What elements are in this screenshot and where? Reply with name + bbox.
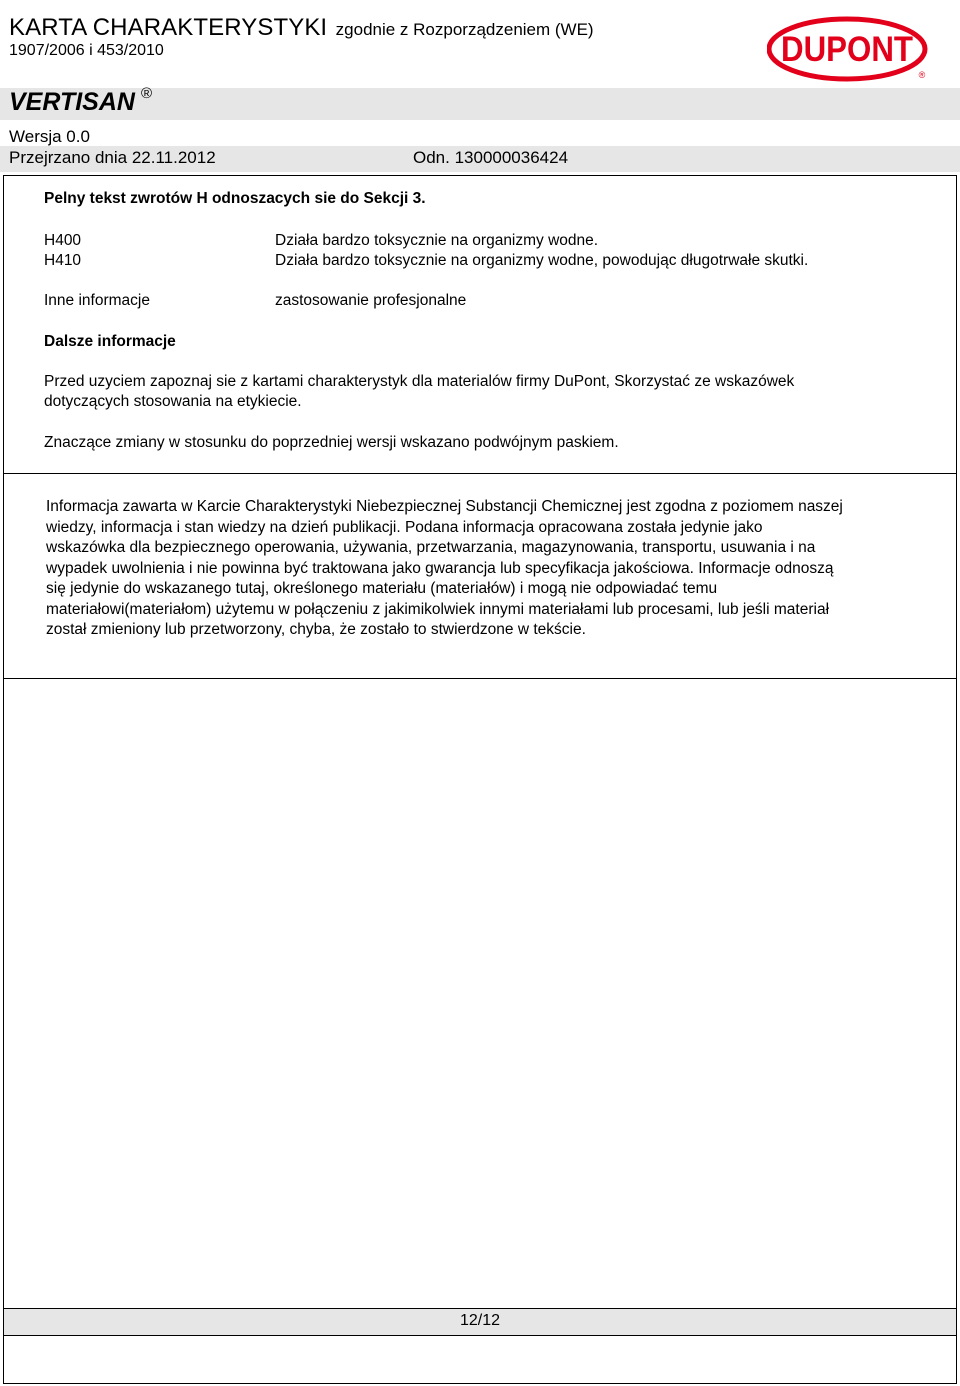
footer-bottom-divider: [3, 1335, 957, 1336]
logo-registered-mark: ®: [918, 70, 926, 80]
registered-mark: ®: [140, 85, 153, 102]
disclaimer-divider: [3, 678, 957, 679]
other-info-label: Inne informacje: [44, 292, 150, 309]
dupont-logo-icon: [767, 16, 931, 82]
disclaimer-paragraph: [46, 497, 843, 641]
document-title-main: KARTA CHARAKTERYSTYKI: [9, 14, 328, 41]
other-info-value: zastosowanie profesjonalne: [275, 292, 467, 309]
product-name: [9, 85, 153, 117]
document-number: Odn. 130000036424: [413, 148, 569, 167]
h-statement-code: H410: [44, 252, 82, 269]
h-statement-text: Działa bardzo toksycznie na organizmy wodne.: [275, 232, 599, 249]
further-info-heading: Dalsze informacje: [44, 333, 176, 350]
changes-note: Znaczące zmiany w stosunku do poprzedniej wersji wskazano podwójnym paskiem.: [44, 434, 619, 451]
document-title: [9, 14, 594, 42]
version-label: Wersja 0.0: [9, 127, 90, 146]
footer-top-divider: [3, 1308, 957, 1309]
disclaimer-line: materiałowi(materiałom) użytemu w połączeniu z jakimikolwiek innymi materiałami lub procesami, lub jeśli materiał: [46, 600, 830, 618]
further-info-line: dotyczących stosowania na etykiecie.: [44, 393, 302, 410]
document-header: [0, 0, 960, 175]
product-name-text: VERTISAN: [9, 88, 135, 116]
section-divider: [3, 473, 957, 474]
h-statement-text: Działa bardzo toksycznie na organizmy wodne, powodując długotrwałe skutki.: [275, 252, 809, 269]
disclaimer-line: wypadek uwolnienia i nie powinna być traktowana jako gwarancja lub specyfikacja jakościowa. Informacje odnoszą: [46, 559, 834, 577]
h-statement-code: H400: [44, 232, 82, 249]
section-heading: Pelny tekst zwrotów H odnoszacych sie do Sekcji 3.: [44, 190, 426, 207]
document-title-sub: zgodnie z Rozporządzeniem (WE): [335, 20, 594, 39]
disclaimer-line: wiedzy, informacja i stan wiedzy na dzień publikacji. Podana informacja opracowana została jedynie jako: [46, 518, 763, 536]
logo-wordmark: DUPONT: [781, 30, 913, 69]
page-number: 12/12: [459, 1312, 501, 1329]
further-info-line: Przed uzyciem zapoznaj sie z kartami charakterystyk dla materialów firmy DuPont, Skorzystać ze wskazówek: [44, 373, 795, 390]
disclaimer-line: został zmieniony lub przetworzony, chyba, że zostało to stwierdzone w tekście.: [46, 621, 586, 638]
regulation-reference: 1907/2006 i 453/2010: [9, 42, 164, 59]
disclaimer-line: wskazówka dla bezpiecznego operowania, używania, przetwarzania, magazynowania, transportu, usuwania i na: [46, 539, 816, 556]
disclaimer-line: Informacja zawarta w Karcie Charakterystyki Niebezpiecznej Substancji Chemicznej jest zgodna z poziomem naszej: [46, 498, 843, 515]
revision-date: Przejrzano dnia 22.11.2012: [9, 148, 216, 167]
disclaimer-line: się jedynie do wskazanego tutaj, określonego materiału (materiałów) i mogą nie odpowiadać temu: [46, 580, 718, 597]
content-frame: [3, 175, 957, 1384]
